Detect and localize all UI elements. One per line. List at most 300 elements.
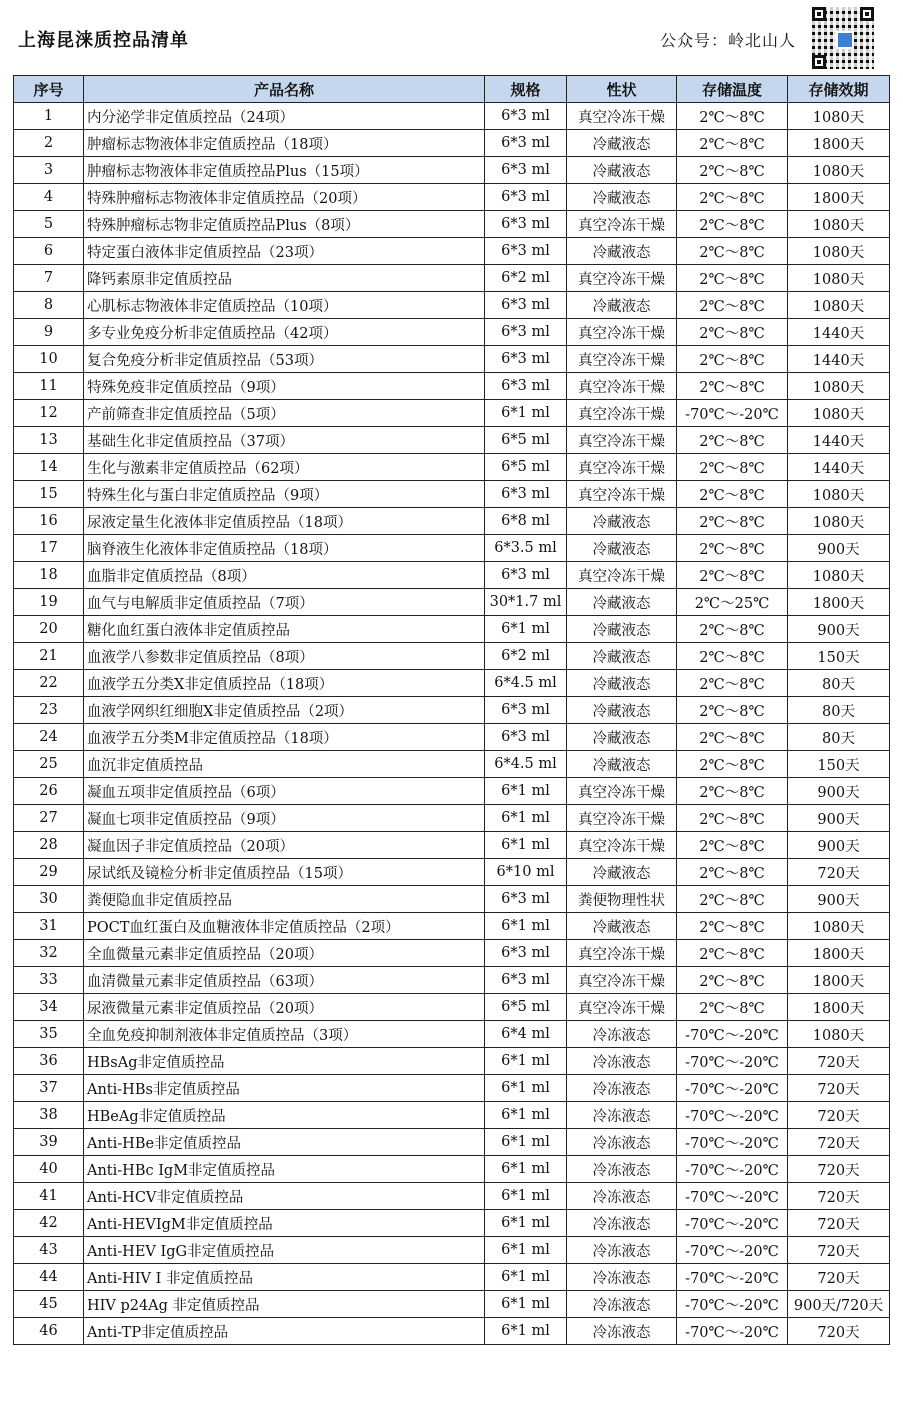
cell-storage-temp: -70℃～-20℃ xyxy=(677,1291,788,1318)
cell-storage-temp: 2℃～8℃ xyxy=(677,103,788,130)
cell-index: 23 xyxy=(14,697,84,724)
cell-product-name: Anti-HCV非定值质控品 xyxy=(84,1183,485,1210)
cell-product-name: 尿液微量元素非定值质控品（20项） xyxy=(84,994,485,1021)
cell-spec: 6*3 ml xyxy=(485,724,567,751)
cell-spec: 6*8 ml xyxy=(485,508,567,535)
cell-shelf-life: 900天 xyxy=(788,535,890,562)
product-table xyxy=(13,75,890,1345)
cell-index: 32 xyxy=(14,940,84,967)
table-row xyxy=(14,643,890,670)
table-row xyxy=(14,778,890,805)
table-row xyxy=(14,940,890,967)
cell-product-name: 特定蛋白液体非定值质控品（23项） xyxy=(84,238,485,265)
cell-shelf-life: 1080天 xyxy=(788,400,890,427)
cell-product-name: 血液学五分类M非定值质控品（18项） xyxy=(84,724,485,751)
cell-form: 冷藏液态 xyxy=(567,535,677,562)
cell-form: 冷冻液态 xyxy=(567,1021,677,1048)
cell-shelf-life: 1080天 xyxy=(788,238,890,265)
cell-index: 16 xyxy=(14,508,84,535)
cell-form: 真空冷冻干燥 xyxy=(567,454,677,481)
cell-index: 40 xyxy=(14,1156,84,1183)
cell-storage-temp: 2℃～8℃ xyxy=(677,265,788,292)
cell-product-name: 特殊肿瘤标志物液体非定值质控品（20项） xyxy=(84,184,485,211)
cell-form: 真空冷冻干燥 xyxy=(567,562,677,589)
cell-index: 29 xyxy=(14,859,84,886)
table-row xyxy=(14,1291,890,1318)
cell-product-name: 生化与激素非定值质控品（62项） xyxy=(84,454,485,481)
cell-form: 冷藏液态 xyxy=(567,751,677,778)
cell-index: 3 xyxy=(14,157,84,184)
table-row xyxy=(14,967,890,994)
table-row xyxy=(14,346,890,373)
col-header-product-name: 产品名称 xyxy=(84,76,485,103)
cell-product-name: Anti-HEVIgM非定值质控品 xyxy=(84,1210,485,1237)
cell-spec: 6*3 ml xyxy=(485,292,567,319)
cell-spec: 6*3 ml xyxy=(485,967,567,994)
cell-form: 冷冻液态 xyxy=(567,1129,677,1156)
cell-spec: 6*3 ml xyxy=(485,130,567,157)
cell-form: 冷冻液态 xyxy=(567,1048,677,1075)
cell-shelf-life: 720天 xyxy=(788,1318,890,1345)
cell-storage-temp: -70℃～-20℃ xyxy=(677,400,788,427)
cell-product-name: 血清微量元素非定值质控品（63项） xyxy=(84,967,485,994)
table-row xyxy=(14,508,890,535)
cell-spec: 6*1 ml xyxy=(485,1237,567,1264)
cell-product-name: 全血微量元素非定值质控品（20项） xyxy=(84,940,485,967)
cell-form: 冷藏液态 xyxy=(567,859,677,886)
cell-form: 冷冻液态 xyxy=(567,1075,677,1102)
cell-form: 真空冷冻干燥 xyxy=(567,427,677,454)
table-row xyxy=(14,184,890,211)
cell-shelf-life: 900天 xyxy=(788,832,890,859)
cell-spec: 6*1 ml xyxy=(485,400,567,427)
cell-spec: 6*1 ml xyxy=(485,1210,567,1237)
table-row xyxy=(14,886,890,913)
cell-form: 冷藏液态 xyxy=(567,643,677,670)
cell-shelf-life: 720天 xyxy=(788,1210,890,1237)
cell-form: 冷藏液态 xyxy=(567,184,677,211)
cell-spec: 30*1.7 ml xyxy=(485,589,567,616)
table-row xyxy=(14,805,890,832)
cell-shelf-life: 720天 xyxy=(788,1183,890,1210)
cell-index: 27 xyxy=(14,805,84,832)
cell-index: 46 xyxy=(14,1318,84,1345)
cell-index: 44 xyxy=(14,1264,84,1291)
cell-product-name: 基础生化非定值质控品（37项） xyxy=(84,427,485,454)
cell-index: 42 xyxy=(14,1210,84,1237)
cell-index: 45 xyxy=(14,1291,84,1318)
col-header-form: 性状 xyxy=(567,76,677,103)
cell-index: 37 xyxy=(14,1075,84,1102)
cell-shelf-life: 1800天 xyxy=(788,940,890,967)
cell-form: 冷藏液态 xyxy=(567,670,677,697)
cell-spec: 6*2 ml xyxy=(485,643,567,670)
cell-spec: 6*1 ml xyxy=(485,1075,567,1102)
cell-spec: 6*1 ml xyxy=(485,1048,567,1075)
cell-form: 真空冷冻干燥 xyxy=(567,211,677,238)
cell-storage-temp: 2℃～8℃ xyxy=(677,805,788,832)
cell-storage-temp: 2℃～8℃ xyxy=(677,562,788,589)
cell-product-name: Anti-HBe非定值质控品 xyxy=(84,1129,485,1156)
cell-spec: 6*1 ml xyxy=(485,1318,567,1345)
cell-index: 8 xyxy=(14,292,84,319)
cell-index: 14 xyxy=(14,454,84,481)
cell-storage-temp: 2℃～8℃ xyxy=(677,427,788,454)
cell-index: 4 xyxy=(14,184,84,211)
cell-index: 20 xyxy=(14,616,84,643)
cell-storage-temp: 2℃～8℃ xyxy=(677,967,788,994)
cell-index: 21 xyxy=(14,643,84,670)
cell-storage-temp: -70℃～-20℃ xyxy=(677,1183,788,1210)
cell-form: 真空冷冻干燥 xyxy=(567,481,677,508)
cell-product-name: 血沉非定值质控品 xyxy=(84,751,485,778)
cell-index: 17 xyxy=(14,535,84,562)
cell-product-name: 血液学五分类X非定值质控品（18项） xyxy=(84,670,485,697)
cell-shelf-life: 900天/720天 xyxy=(788,1291,890,1318)
cell-spec: 6*3 ml xyxy=(485,211,567,238)
cell-index: 22 xyxy=(14,670,84,697)
cell-form: 真空冷冻干燥 xyxy=(567,967,677,994)
cell-index: 26 xyxy=(14,778,84,805)
cell-storage-temp: 2℃～8℃ xyxy=(677,886,788,913)
cell-product-name: 血脂非定值质控品（8项） xyxy=(84,562,485,589)
cell-shelf-life: 720天 xyxy=(788,1129,890,1156)
cell-storage-temp: 2℃～8℃ xyxy=(677,535,788,562)
cell-spec: 6*1 ml xyxy=(485,1264,567,1291)
table-row xyxy=(14,670,890,697)
cell-spec: 6*1 ml xyxy=(485,1183,567,1210)
cell-product-name: 肿瘤标志物液体非定值质控品（18项） xyxy=(84,130,485,157)
cell-form: 冷藏液态 xyxy=(567,589,677,616)
cell-storage-temp: -70℃～-20℃ xyxy=(677,1318,788,1345)
table-row xyxy=(14,724,890,751)
cell-product-name: 特殊生化与蛋白非定值质控品（9项） xyxy=(84,481,485,508)
cell-shelf-life: 80天 xyxy=(788,670,890,697)
table-row xyxy=(14,1075,890,1102)
cell-product-name: 脑脊液生化液体非定值质控品（18项） xyxy=(84,535,485,562)
cell-product-name: 血液学网织红细胞X非定值质控品（2项） xyxy=(84,697,485,724)
cell-form: 冷冻液态 xyxy=(567,1237,677,1264)
cell-spec: 6*3 ml xyxy=(485,157,567,184)
cell-index: 13 xyxy=(14,427,84,454)
cell-shelf-life: 720天 xyxy=(788,1237,890,1264)
cell-form: 真空冷冻干燥 xyxy=(567,778,677,805)
cell-spec: 6*3 ml xyxy=(485,940,567,967)
cell-form: 冷冻液态 xyxy=(567,1183,677,1210)
cell-index: 41 xyxy=(14,1183,84,1210)
cell-shelf-life: 720天 xyxy=(788,1048,890,1075)
cell-storage-temp: 2℃～8℃ xyxy=(677,319,788,346)
cell-storage-temp: 2℃～8℃ xyxy=(677,346,788,373)
cell-shelf-life: 1080天 xyxy=(788,292,890,319)
table-row xyxy=(14,697,890,724)
cell-form: 冷冻液态 xyxy=(567,1210,677,1237)
cell-product-name: 产前筛查非定值质控品（5项） xyxy=(84,400,485,427)
cell-index: 34 xyxy=(14,994,84,1021)
table-row xyxy=(14,292,890,319)
cell-shelf-life: 1800天 xyxy=(788,130,890,157)
cell-storage-temp: -70℃～-20℃ xyxy=(677,1048,788,1075)
cell-shelf-life: 720天 xyxy=(788,859,890,886)
cell-form: 冷藏液态 xyxy=(567,238,677,265)
table-row xyxy=(14,616,890,643)
cell-spec: 6*10 ml xyxy=(485,859,567,886)
cell-storage-temp: 2℃～8℃ xyxy=(677,292,788,319)
cell-spec: 6*3 ml xyxy=(485,346,567,373)
table-row xyxy=(14,1183,890,1210)
cell-index: 5 xyxy=(14,211,84,238)
cell-form: 真空冷冻干燥 xyxy=(567,832,677,859)
cell-shelf-life: 150天 xyxy=(788,751,890,778)
cell-shelf-life: 1080天 xyxy=(788,265,890,292)
cell-form: 冷藏液态 xyxy=(567,508,677,535)
cell-form: 冷冻液态 xyxy=(567,1156,677,1183)
cell-form: 真空冷冻干燥 xyxy=(567,319,677,346)
cell-shelf-life: 1080天 xyxy=(788,562,890,589)
cell-index: 1 xyxy=(14,103,84,130)
cell-index: 12 xyxy=(14,400,84,427)
cell-form: 冷冻液态 xyxy=(567,1264,677,1291)
cell-product-name: 凝血七项非定值质控品（9项） xyxy=(84,805,485,832)
cell-storage-temp: 2℃～8℃ xyxy=(677,697,788,724)
cell-shelf-life: 1800天 xyxy=(788,994,890,1021)
cell-product-name: HIV p24Ag 非定值质控品 xyxy=(84,1291,485,1318)
cell-storage-temp: 2℃～8℃ xyxy=(677,184,788,211)
cell-form: 真空冷冻干燥 xyxy=(567,994,677,1021)
cell-product-name: HBeAg非定值质控品 xyxy=(84,1102,485,1129)
cell-storage-temp: 2℃～8℃ xyxy=(677,454,788,481)
cell-product-name: 血气与电解质非定值质控品（7项） xyxy=(84,589,485,616)
cell-shelf-life: 1440天 xyxy=(788,346,890,373)
cell-shelf-life: 1440天 xyxy=(788,454,890,481)
cell-form: 真空冷冻干燥 xyxy=(567,805,677,832)
cell-form: 冷藏液态 xyxy=(567,130,677,157)
cell-index: 15 xyxy=(14,481,84,508)
cell-product-name: 粪便隐血非定值质控品 xyxy=(84,886,485,913)
table-row xyxy=(14,1021,890,1048)
cell-shelf-life: 1080天 xyxy=(788,157,890,184)
page-title: 上海昆涞质控品清单 xyxy=(18,30,189,51)
cell-spec: 6*3 ml xyxy=(485,697,567,724)
cell-storage-temp: -70℃～-20℃ xyxy=(677,1102,788,1129)
table-header-row xyxy=(14,76,890,103)
cell-index: 33 xyxy=(14,967,84,994)
cell-form: 真空冷冻干燥 xyxy=(567,103,677,130)
cell-index: 28 xyxy=(14,832,84,859)
cell-index: 7 xyxy=(14,265,84,292)
cell-storage-temp: -70℃～-20℃ xyxy=(677,1264,788,1291)
cell-index: 9 xyxy=(14,319,84,346)
cell-product-name: HBsAg非定值质控品 xyxy=(84,1048,485,1075)
table-row xyxy=(14,859,890,886)
cell-storage-temp: 2℃～8℃ xyxy=(677,670,788,697)
table-row xyxy=(14,454,890,481)
cell-form: 冷藏液态 xyxy=(567,913,677,940)
cell-storage-temp: 2℃～8℃ xyxy=(677,508,788,535)
cell-spec: 6*1 ml xyxy=(485,1156,567,1183)
cell-storage-temp: 2℃～8℃ xyxy=(677,238,788,265)
table-row xyxy=(14,751,890,778)
cell-spec: 6*4 ml xyxy=(485,1021,567,1048)
table-row xyxy=(14,589,890,616)
cell-storage-temp: 2℃～8℃ xyxy=(677,643,788,670)
account-label: 公众号：岭北山人 xyxy=(660,31,797,50)
col-header-spec: 规格 xyxy=(485,76,567,103)
cell-storage-temp: 2℃～8℃ xyxy=(677,913,788,940)
cell-index: 18 xyxy=(14,562,84,589)
cell-form: 冷藏液态 xyxy=(567,157,677,184)
table-row xyxy=(14,481,890,508)
cell-product-name: 糖化血红蛋白液体非定值质控品 xyxy=(84,616,485,643)
cell-product-name: Anti-TP非定值质控品 xyxy=(84,1318,485,1345)
table-row xyxy=(14,427,890,454)
cell-product-name: 多专业免疫分析非定值质控品（42项） xyxy=(84,319,485,346)
cell-shelf-life: 1080天 xyxy=(788,1021,890,1048)
cell-storage-temp: -70℃～-20℃ xyxy=(677,1075,788,1102)
cell-product-name: Anti-HBs非定值质控品 xyxy=(84,1075,485,1102)
col-header-storage-temp: 存储温度 xyxy=(677,76,788,103)
table-row xyxy=(14,103,890,130)
col-header-index: 序号 xyxy=(14,76,84,103)
table-row xyxy=(14,130,890,157)
table-row xyxy=(14,265,890,292)
cell-product-name: POCT血红蛋白及血糖液体非定值质控品（2项） xyxy=(84,913,485,940)
cell-storage-temp: 2℃～8℃ xyxy=(677,832,788,859)
table-row xyxy=(14,994,890,1021)
cell-product-name: 尿试纸及镜检分析非定值质控品（15项） xyxy=(84,859,485,886)
cell-spec: 6*3 ml xyxy=(485,319,567,346)
cell-shelf-life: 1440天 xyxy=(788,319,890,346)
cell-storage-temp: 2℃～25℃ xyxy=(677,589,788,616)
cell-form: 冷冻液态 xyxy=(567,1318,677,1345)
cell-index: 6 xyxy=(14,238,84,265)
cell-storage-temp: 2℃～8℃ xyxy=(677,157,788,184)
table-row xyxy=(14,211,890,238)
cell-index: 24 xyxy=(14,724,84,751)
cell-storage-temp: 2℃～8℃ xyxy=(677,859,788,886)
cell-shelf-life: 1080天 xyxy=(788,508,890,535)
cell-shelf-life: 1800天 xyxy=(788,184,890,211)
cell-product-name: Anti-HIV I 非定值质控品 xyxy=(84,1264,485,1291)
cell-spec: 6*3 ml xyxy=(485,184,567,211)
cell-shelf-life: 1800天 xyxy=(788,967,890,994)
cell-storage-temp: 2℃～8℃ xyxy=(677,373,788,400)
cell-product-name: 凝血因子非定值质控品（20项） xyxy=(84,832,485,859)
cell-index: 39 xyxy=(14,1129,84,1156)
cell-index: 11 xyxy=(14,373,84,400)
table-row xyxy=(14,373,890,400)
cell-shelf-life: 720天 xyxy=(788,1075,890,1102)
cell-storage-temp: -70℃～-20℃ xyxy=(677,1129,788,1156)
cell-shelf-life: 900天 xyxy=(788,805,890,832)
table-row xyxy=(14,913,890,940)
cell-spec: 6*5 ml xyxy=(485,454,567,481)
cell-spec: 6*1 ml xyxy=(485,616,567,643)
cell-shelf-life: 1080天 xyxy=(788,103,890,130)
cell-product-name: 特殊肿瘤标志物非定值质控品Plus（8项） xyxy=(84,211,485,238)
cell-index: 43 xyxy=(14,1237,84,1264)
table-row xyxy=(14,562,890,589)
table-row xyxy=(14,319,890,346)
cell-form: 粪便物理性状 xyxy=(567,886,677,913)
cell-shelf-life: 720天 xyxy=(788,1156,890,1183)
cell-index: 30 xyxy=(14,886,84,913)
cell-spec: 6*3 ml xyxy=(485,481,567,508)
table-row xyxy=(14,1264,890,1291)
cell-product-name: 尿液定量生化液体非定值质控品（18项） xyxy=(84,508,485,535)
col-header-shelf-life: 存储效期 xyxy=(788,76,890,103)
cell-storage-temp: 2℃～8℃ xyxy=(677,130,788,157)
cell-form: 冷藏液态 xyxy=(567,724,677,751)
cell-product-name: 心肌标志物液体非定值质控品（10项） xyxy=(84,292,485,319)
cell-shelf-life: 1800天 xyxy=(788,589,890,616)
cell-storage-temp: -70℃～-20℃ xyxy=(677,1237,788,1264)
cell-product-name: 降钙素原非定值质控品 xyxy=(84,265,485,292)
cell-spec: 6*1 ml xyxy=(485,778,567,805)
table-row xyxy=(14,1210,890,1237)
cell-index: 38 xyxy=(14,1102,84,1129)
cell-form: 真空冷冻干燥 xyxy=(567,346,677,373)
cell-spec: 6*3 ml xyxy=(485,238,567,265)
cell-shelf-life: 150天 xyxy=(788,643,890,670)
cell-storage-temp: -70℃～-20℃ xyxy=(677,1021,788,1048)
cell-shelf-life: 900天 xyxy=(788,886,890,913)
cell-spec: 6*4.5 ml xyxy=(485,751,567,778)
cell-spec: 6*4.5 ml xyxy=(485,670,567,697)
cell-storage-temp: 2℃～8℃ xyxy=(677,211,788,238)
table-row xyxy=(14,535,890,562)
cell-index: 36 xyxy=(14,1048,84,1075)
cell-storage-temp: 2℃～8℃ xyxy=(677,940,788,967)
cell-shelf-life: 1080天 xyxy=(788,373,890,400)
cell-spec: 6*1 ml xyxy=(485,1102,567,1129)
cell-form: 真空冷冻干燥 xyxy=(567,265,677,292)
cell-spec: 6*3 ml xyxy=(485,886,567,913)
table-row xyxy=(14,1156,890,1183)
cell-product-name: 凝血五项非定值质控品（6项） xyxy=(84,778,485,805)
cell-storage-temp: -70℃～-20℃ xyxy=(677,1210,788,1237)
cell-product-name: Anti-HBc IgM非定值质控品 xyxy=(84,1156,485,1183)
cell-spec: 6*1 ml xyxy=(485,913,567,940)
cell-storage-temp: 2℃～8℃ xyxy=(677,481,788,508)
cell-form: 冷冻液态 xyxy=(567,1291,677,1318)
cell-form: 真空冷冻干燥 xyxy=(567,373,677,400)
cell-shelf-life: 80天 xyxy=(788,697,890,724)
cell-form: 冷冻液态 xyxy=(567,1102,677,1129)
table-row xyxy=(14,400,890,427)
cell-spec: 6*1 ml xyxy=(485,1129,567,1156)
cell-index: 31 xyxy=(14,913,84,940)
qr-code-icon xyxy=(812,7,874,69)
cell-index: 2 xyxy=(14,130,84,157)
cell-shelf-life: 1080天 xyxy=(788,913,890,940)
cell-spec: 6*3 ml xyxy=(485,103,567,130)
cell-form: 真空冷冻干燥 xyxy=(567,400,677,427)
cell-shelf-life: 900天 xyxy=(788,616,890,643)
table-row xyxy=(14,1237,890,1264)
cell-form: 真空冷冻干燥 xyxy=(567,940,677,967)
cell-product-name: 血液学八参数非定值质控品（8项） xyxy=(84,643,485,670)
cell-product-name: 内分泌学非定值质控品（24项） xyxy=(84,103,485,130)
cell-shelf-life: 1440天 xyxy=(788,427,890,454)
cell-product-name: 肿瘤标志物液体非定值质控品Plus（15项） xyxy=(84,157,485,184)
cell-spec: 6*5 ml xyxy=(485,427,567,454)
cell-shelf-life: 900天 xyxy=(788,778,890,805)
cell-form: 冷藏液态 xyxy=(567,616,677,643)
cell-product-name: 复合免疫分析非定值质控品（53项） xyxy=(84,346,485,373)
table-row xyxy=(14,832,890,859)
cell-shelf-life: 720天 xyxy=(788,1102,890,1129)
